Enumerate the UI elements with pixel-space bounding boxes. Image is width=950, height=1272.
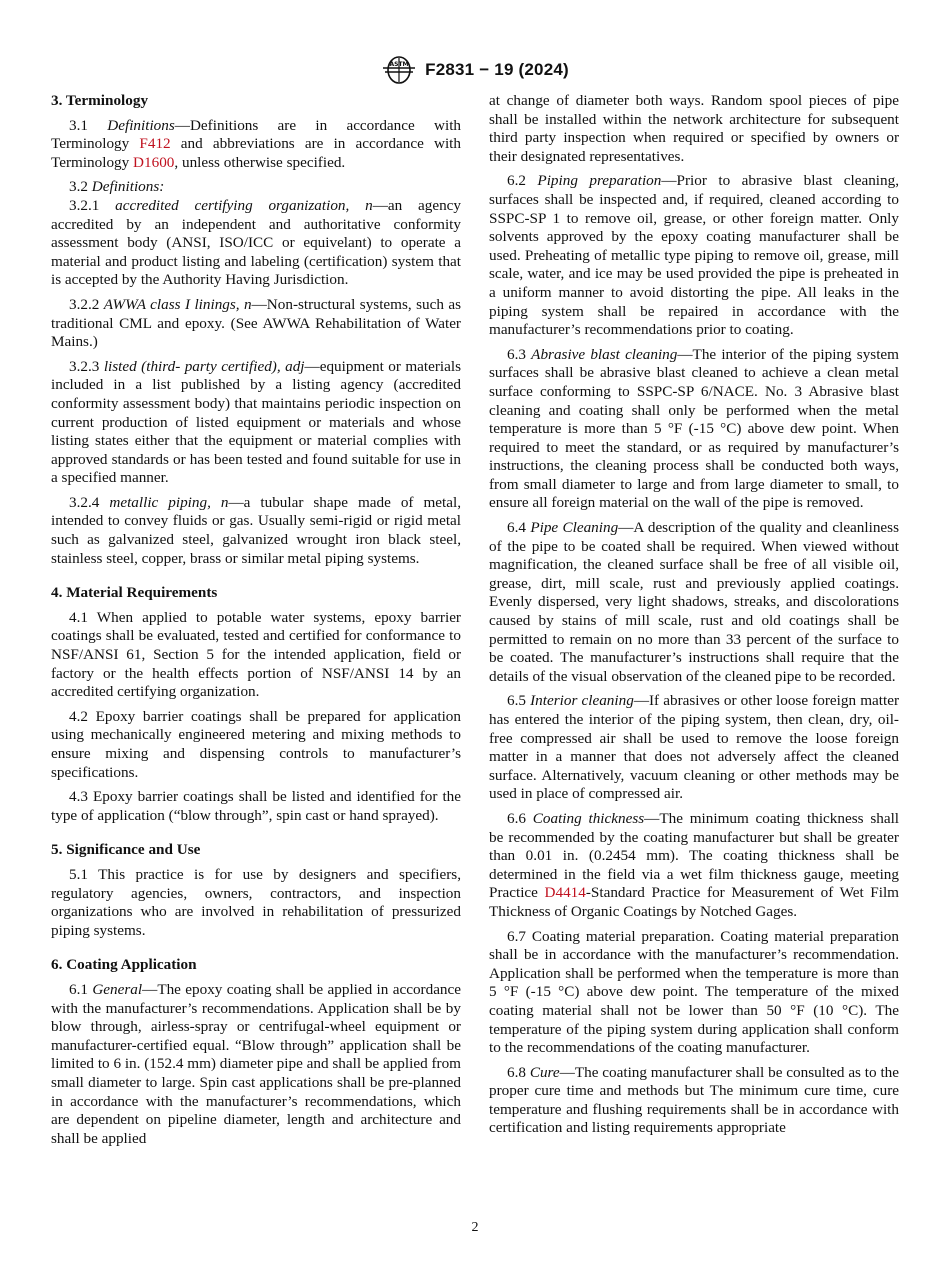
section-heading-coating-application: 6. Coating Application	[51, 956, 197, 974]
right-column	[489, 92, 899, 1144]
paragraph-6-3: 6.3 Abrasive blast cleaning—The interior of the piping system surfaces shall be abrasive blast cleaned to achieve a clean metal surface conforming to SSPC-SP 6/NACE. No. 3 Abrasive blast cleaning and coating shall only be performed when the metal temperature is more than 5 °F (-15 °C) above dew point. When required to meet the standard, or as required by manufacturer’s instructions, the cleaning process shall be conducted both ways, from small diameter to large and from large diameter to small, to ensure all foreign material on the wall of the pipe is removed.	[489, 345, 899, 512]
paragraph-6-6: 6.6 Coating thickness—The minimum coating thickness shall be recommended by the coating manufacturer but shall be greater than 0.01 in. (0.2454 mm). The coating thickness shall be determined in the field via a wet film thickness gauge, meeting Practice D4414-Standard Practice for Measurement of Wet Film Thickness of Organic Coatings by Notched Gages.	[489, 809, 900, 920]
paragraph-3-2: 3.2 Definitions:	[69, 178, 165, 196]
paragraph-4-3: 4.3 Epoxy barrier coatings shall be listed and identified for the type of application (“blow through”, spin cast or hand sprayed).	[51, 788, 461, 824]
paragraph-4-2: 4.2 Epoxy barrier coatings shall be prepared for application using mechanically engineered metering and mixing methods to ensure mixing and dispensing controls to manufacturer’s specifications.	[51, 707, 461, 781]
page-number: 2	[471, 1220, 479, 1235]
paragraph-6-4: 6.4 Pipe Cleaning—A description of the quality and cleanliness of the pipe to be coated shall be required. When viewed without magnification, the cleaned surface shall be free of all visible oil, grease, dirt, mill scale, rust and previously applied coatings. Evenly dispersed, very light shadows, streaks, and discolorations caused by stains of mill scale, rust and old coatings shall be permitted to remain on no more than 33 percent of the surface to be coated. The manufacturer’s instructions shall require that the details of the visual observation of the cleaned pipe to be recorded.	[489, 519, 899, 685]
paragraph-6-1-continued: at change of diameter both ways. Random spool pieces of pipe shall be installed within the network architecture for subsequent third party inspection when required or specified by owners or their designated representatives.	[489, 92, 899, 165]
paragraph-3-2-4: 3.2.4 metallic piping, n—a tubular shape made of metal, intended to convey fluids or gas. Usually semi-rigid or rigid metal such as galvanized steel, galvanized wrought iron black steel, stainless steel, copper, brass or similar metal piping systems.	[51, 493, 461, 567]
paragraph-6-1: 6.1 General—The epoxy coating shall be applied in accordance with the manufacturer’s recommendations. Application shall be by blow through, airless-spray or centrifugal-wheel equipment or manufacturer-certified equal. “Blow through” application shall be limited to 6 in. (152.4 mm) diameter pipe and shall be applied from small diameter to large. Spin cast applications shall be pre-planned in accordance with the manufacturer’s recommendations, which are dependent on pipeline diameter, length and architecture and shall be applied	[51, 980, 462, 1147]
paragraph-5-1: 5.1 This practice is for use by designers and specifiers, regulatory agencies, owners, contractors, and inspection organizations who are involved in rehabilitation of pressurized piping systems.	[51, 865, 461, 939]
paragraph-6-2: 6.2 Piping preparation—Prior to abrasive blast cleaning, surfaces shall be inspected and, if required, cleaned according to SSPC-SP 1 to remove oil, grease, or other foreign matter. Only solvents approved by the epoxy coating manufacturer shall be used. Preheating of metallic type piping to remove oil, grease, mill scale, water, and ice may be used provided the pipe is preheated in a uniform manner to avoid distorting the pipe. All leaks in the piping system shall be repaired in accordance with the manufacturer’s recommendations prior to coating.	[489, 172, 899, 339]
paragraph-6-7: 6.7 Coating material preparation. Coating material preparation shall be in accordance with the manufacturer’s recommendation. Application shall be performed when the temperature is more than 5 °F (-15 °C) above dew point. The temperature of the mixed coating material shall not be lower than 50 °F (10 °C). The temperature of the piping system during application shall conform to the recommendations of the coating manufacturer.	[489, 927, 899, 1057]
paragraph-3-1: 3.1 Definitions—Definitions are in accordance with Terminology F412 and abbreviations are in accordance with Terminology D1600, unless otherwise specified.	[51, 116, 462, 171]
link-f412[interactable]: F412	[139, 135, 171, 153]
svg-text:ASTM: ASTM	[389, 61, 409, 68]
paragraph-3-2-3: 3.2.3 listed (third- party certified), adj—equipment or materials included in a list published by a listing agency (accredited conformity assessment body) that maintains periodic inspection on current production of listed equipment or materials and whose listing states either that the equipment or material complies with approved standards or has been tested and found suitable for use in a specified manner.	[51, 357, 462, 487]
paragraph-3-2-2: 3.2.2 AWWA class I linings, n—Non-structural systems, such as traditional CML and epoxy. (See AWWA Rehabilitation of Water Mains.)	[51, 295, 462, 351]
section-heading-material-requirements: 4. Material Requirements	[51, 584, 218, 602]
section-heading-significance-and-use: 5. Significance and Use	[51, 841, 201, 859]
term-definitions: Definitions	[107, 116, 175, 134]
link-d1600[interactable]: D1600	[133, 153, 175, 171]
document-designation: F2831 − 19 (2024)	[425, 60, 569, 79]
page-header	[0, 54, 950, 86]
paragraph-4-1: 4.1 When applied to potable water systems, epoxy barrier coatings shall be evaluated, tested and certified for conformance to NSF/ANSI 61, Section 5 for the intended application, field or factory or the health effects portion of NSF/ANSI 14 by an accredited certifying organization.	[51, 608, 461, 701]
paragraph-3-2-1: 3.2.1 accredited certifying organization, n—an agency accredited by an independent and authoritative conformity assessment body (ANSI, ISO/ICC or equivelant) to operate a material and product listing and labeling (certification) system that is accepted by the Authority Having Jurisdiction.	[51, 196, 461, 289]
paragraph-6-8: 6.8 Cure—The coating manufacturer shall be consulted as to the proper cure time and methods but The minimum cure time, cure temperature and flushing requirements shall be in accordance with certification and listing requirements appropriate	[489, 1063, 900, 1137]
paragraph-6-5: 6.5 Interior cleaning—If abrasives or other loose foreign matter has entered the interior of the piping system, then clean, dry, oil-free compressed air shall be used to remove the loose foreign matter in a manner that does not adversely affect the cleaned surface. Alternatively, vacuum cleaning or other methods may be used in place of compressed air.	[489, 692, 900, 803]
link-d4414[interactable]: D4414	[544, 884, 586, 902]
left-column	[51, 92, 461, 1154]
astm-logo-icon	[381, 55, 417, 85]
section-heading-terminology: 3. Terminology	[51, 92, 149, 109]
